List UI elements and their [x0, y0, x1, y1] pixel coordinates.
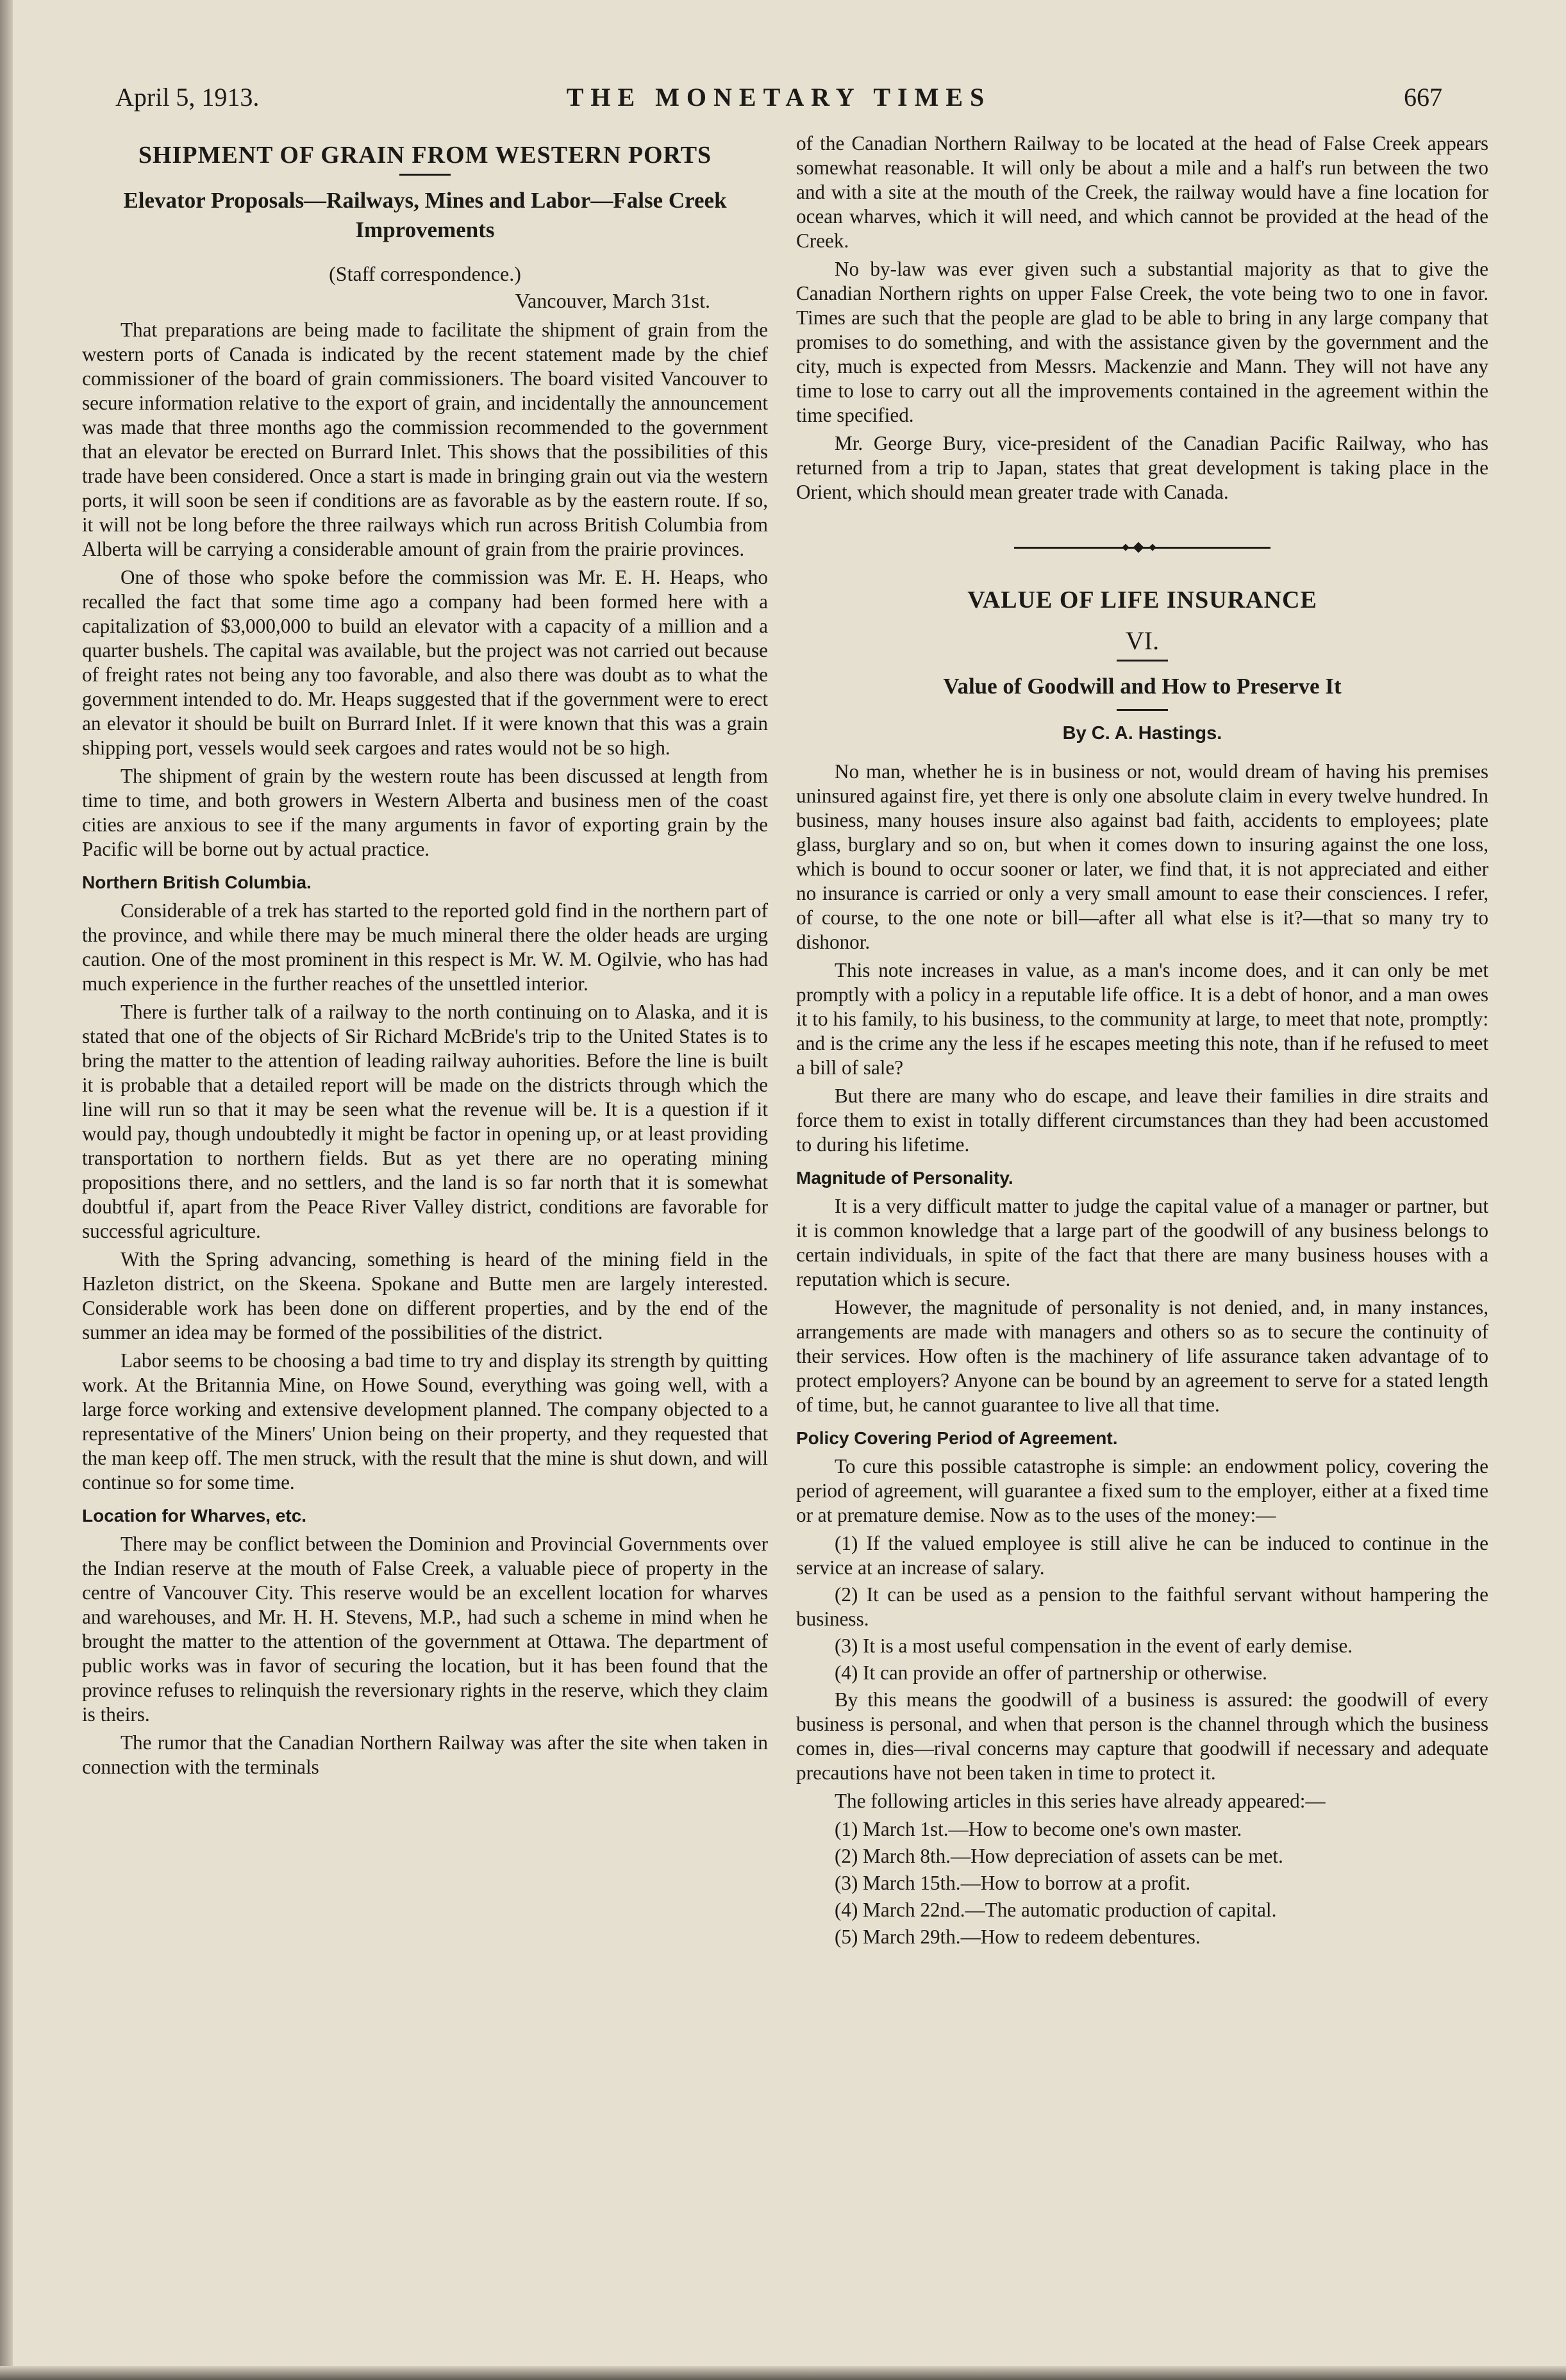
page-number: 667 [1404, 83, 1442, 112]
paragraph: No by-law was ever given such a substantial majority as that to give the Canadian Northern rights on upper False Creek, the vote being two to one in favor. Times are such that the people are glad to be able to bring in any large company that promises to do something, and with the assistance given by the government and the city, much is expected from Messrs. Mackenzie and Mann. They will not have any time to lose to carry out all the improvements contained in the agreement within the time specified. [796, 258, 1488, 426]
paragraph: The following articles in this series have already appeared:— [835, 1790, 1326, 1812]
masthead: THE MONETARY TIMES [566, 83, 992, 112]
ornament-diamond [1133, 542, 1144, 553]
subtitle-rule [1117, 709, 1168, 711]
running-head [115, 82, 1442, 121]
list-item: (2) It can be used as a pension to the faithful servant without hampering the business. [796, 1583, 1488, 1630]
paragraph: There is further talk of a railway to the north continuing on to Alaska, and it is stated that one of the objects of Sir Richard McBride's trip to the United States is to bring the matter to the attention of leading railway auhorities. Before the line is built it is probable that a detailed report will be made on the districts through which the line will run so that it may be seen what the revenue will be. It is a question if it would pay, though undoubtedly it might be factor in opening up, or at least providing transportation to northern fields. But as yet there are no operating mining propositions there, and no settlers, and the land is so far north that it is somewhat doubtful if, apart from the Peace River Valley district, conditions are favorable for successful agriculture. [82, 1001, 768, 1242]
paragraph: Considerable of a trek has started to the reported gold find in the northern part of the province, and while there may be much mineral there the older heads are urging caution. One of the most prominent in this respect is Mr. W. M. Ogilvie, who has had much experience in the further reaches of the unsettled interior. [82, 899, 768, 995]
article-deck: Elevator Proposals—Railways, Mines and Labor—False Creek Improvements [123, 188, 727, 242]
title-rule [399, 174, 451, 176]
paragraph: One of those who spoke before the commission was Mr. E. H. Heaps, who recalled the fact that some time ago a company had been formed here with a capitalization of $3,000,000 to build an elevator with a capacity of a million and a quarter bushels. The capital was available, but the project was not carried out because of freight rates not being any too favorable, and also there was doubt as to what the government intended to do. Mr. Heaps suggested that if the government were to erect an elevator it should be built on Burrard Inlet. If it were known that this was a grain shipping port, vessels would seek cargoes and rates would not be so high. [82, 566, 768, 759]
list-item: (2) March 8th.—How depreciation of assets can be met. [835, 1845, 1283, 1867]
dateline: Vancouver, March 31st. [515, 289, 710, 312]
paragraph: But there are many who do escape, and leave their families in dire straits and force them to exist in totally different circumstances than they had been accustomed to during his lifetime. [796, 1085, 1488, 1156]
section-heading: Policy Covering Period of Agreement. [796, 1428, 1118, 1448]
page-binding-shadow [0, 0, 13, 2380]
article-title-grain: SHIPMENT OF GRAIN FROM WESTERN PORTS [138, 142, 712, 169]
list-item: (1) If the valued employee is still alive he can be induced to continue in the service at an increase of salary. [796, 1532, 1488, 1579]
list-item: (3) March 15th.—How to borrow at a profit. [835, 1872, 1191, 1894]
section-heading: Location for Wharves, etc. [82, 1506, 307, 1526]
article-subtitle: Value of Goodwill and How to Preserve It [943, 674, 1342, 699]
list-item: (1) March 1st.—How to become one's own master. [835, 1818, 1242, 1840]
paragraph: Labor seems to be choosing a bad time to try and display its strength by quitting work. At the Britannia Mine, on Howe Sound, everything was going well, with a large force working and extensive development planned. The company objected to a representative of the Miners' Union being on their property, and they requested that the man keep off. The men struck, with the result that the mine is shut down, and will continue so for some time. [82, 1349, 768, 1494]
right-column [796, 131, 1488, 1952]
title-rule [1117, 660, 1168, 662]
section-ornament [796, 543, 1488, 552]
paragraph: By this means the goodwill of a business is assured: the goodwill of every business is personal, and when that person is the channel through which the business comes in, dies—rival concerns may capture that goodwill if necessary and adequate precautions have not been taken in time to protect it. [796, 1688, 1488, 1784]
section-heading: Northern British Columbia. [82, 872, 312, 892]
ornament-diamond [1122, 544, 1129, 551]
page-bottom-edge [0, 2366, 1566, 2380]
section-heading: Magnitude of Personality. [796, 1168, 1013, 1188]
paragraph: It is a very difficult matter to judge the capital value of a manager or partner, but it is common knowledge that a large part of the goodwill of any business belongs to certain individuals, in spite of the fact that there are many business houses with a reputation which is secure. [796, 1195, 1488, 1290]
list-item: (4) It can provide an offer of partnership or otherwise. [835, 1661, 1267, 1684]
paragraph: With the Spring advancing, something is heard of the mining field in the Hazleton district, on the Skeena. Spokane and Butte men are largely interested. Considerable work has been done on different properties, and by the end of the summer an idea may be formed of the possibilities of the district. [82, 1248, 768, 1344]
paragraph: There may be conflict between the Dominion and Provincial Governments over the Indian reserve at the mouth of False Creek, a valuable piece of property in the centre of Vancouver City. This reserve would be an excellent location for wharves and warehouses, and Mr. H. H. Stevens, M.P., had such a scheme in mind when he brought the matter to the attention of the government at Ottawa. The department of public works was in favor of securing the location, but it has been found that the province refuses to relinquish the reversionary rights in the reserve, which they claim is theirs. [82, 1533, 768, 1726]
article-title-life-insurance: VALUE OF LIFE INSURANCE [967, 587, 1317, 613]
issue-date: April 5, 1913. [115, 83, 260, 112]
paragraph: To cure this possible catastrophe is simple: an endowment policy, covering the period of agreement, will guarantee a fixed sum to the employer, either at a fixed time or at premature demise. Now as to the uses of the money:— [796, 1455, 1488, 1526]
paragraph: This note increases in value, as a man's income does, and it can only be met promptly with a policy in a reputable life office. It is a debt of honor, and a man owes it to his family, to his business, to the community at large, to meet that note, promptly: and is the crime any the less if he escapes meeting this note, than if he refused to meet a bill of sale? [796, 959, 1488, 1079]
paragraph: The shipment of grain by the western route has been discussed at length from time to time, and both growers in Western Alberta and business men of the coast cities are anxious to see if the many arguments in favor of exporting grain by the Pacific will be borne out by actual practice. [82, 765, 768, 860]
uses-list [796, 1531, 1488, 1685]
paragraph: That preparations are being made to facilitate the shipment of grain from the western ports of Canada is indicated by the recent statement made by the chief commissioner of the board of grain commissioners. The board visited Vancouver to secure information relative to the export of grain, and incidentally the announcement was made that three months ago the commission recommended to the government that an elevator be erected on Burrard Inlet. This shows that the possibilities of this trade have been considered. Once a start is made in bringing grain out via the western ports, it will soon be seen if conditions are as favorable as by the eastern route. If so, it will not be long before the three railways which run across British Columbia from Alberta will be carrying a considerable amount of grain from the prairie provinces. [82, 319, 768, 560]
series-list [796, 1817, 1488, 1949]
paragraph-continued: of the Canadian Northern Railway to be located at the head of False Creek appears somewhat reasonable. It will only be about a mile and a half's run between the two and with a site at the mouth of the Creek, the railway would have a fine location for ocean wharves, which it will need, and which cannot be provided at the head of the Creek. [796, 132, 1488, 252]
list-item: (3) It is a most useful compensation in the event of early demise. [835, 1635, 1353, 1657]
paragraph: The rumor that the Canadian Northern Railway was after the site when taken in connection with the terminals [82, 1731, 768, 1778]
staff-credit: (Staff correspondence.) [329, 262, 521, 285]
byline: By C. A. Hastings. [1062, 723, 1222, 744]
list-item: (4) March 22nd.—The automatic production of capital. [835, 1899, 1277, 1921]
paragraph: Mr. George Bury, vice-president of the Canadian Pacific Railway, who has returned from a trip to Japan, states that great development is taking place in the Orient, which should mean greater trade with Canada. [796, 432, 1488, 503]
paragraph: No man, whether he is in business or not, would dream of having his premises uninsured against fire, yet there is only one absolute claim in every twelve hundred. In business, many houses insure also against bad faith, accidents to employees; plate glass, burglary and so on, but when it comes down to insuring against the one loss, which is bound to occur sooner or later, we find that, it is not appreciated and either no insurance is carried or only a very small amount to ease their consciences. I refer, of course, to the one note or bill—after all what else is it?—that so many try to dishonor. [796, 760, 1488, 953]
ornament-diamond [1149, 544, 1156, 551]
series-number: VI. [1125, 626, 1160, 655]
left-column [82, 131, 768, 1783]
paragraph: However, the magnitude of personality is not denied, and, in many instances, arrangements are made with managers and others so as to secure the continuity of their services. How often is the machinery of life assurance taken advantage of to protect employers? Anyone can be bound by an agreement to serve for a stated length of time, but, he cannot guarantee to live all that time. [796, 1296, 1488, 1416]
list-item: (5) March 29th.—How to redeem debentures. [835, 1926, 1201, 1948]
